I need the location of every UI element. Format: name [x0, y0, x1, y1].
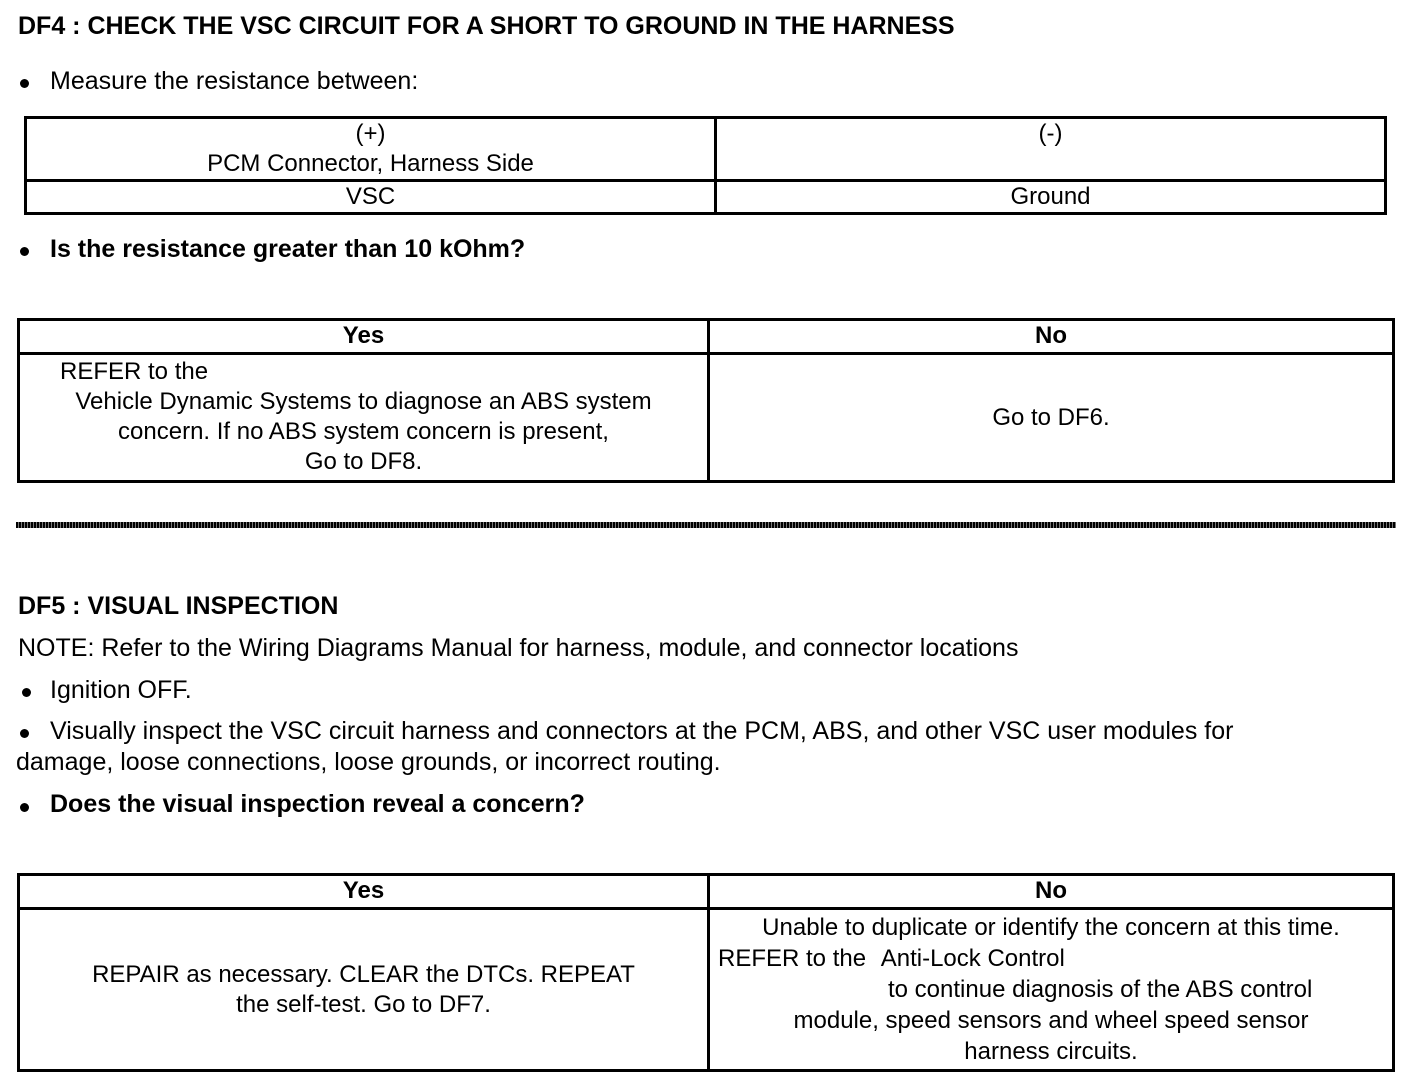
df5-no-line4: module, speed sensors and wheel speed sensor — [793, 1007, 1309, 1034]
df5-no-line2-a: REFER to the — [718, 945, 867, 972]
bullet-icon — [20, 79, 29, 88]
df5-yes-cell — [19, 909, 709, 1071]
bullet-icon — [22, 688, 31, 697]
df4-result-table — [17, 318, 1395, 483]
df4-yes-header: Yes — [19, 320, 709, 354]
df5-result-table — [17, 873, 1395, 1072]
meas-header-plus-label: (+) — [355, 120, 386, 147]
bullet-icon — [20, 247, 29, 256]
df5-no-line2 — [714, 943, 1388, 974]
df5-yes-line1: REPAIR as necessary. CLEAR the DTCs. REPEAT — [92, 960, 635, 988]
df5-no-line1: Unable to duplicate or identify the concern at this time. — [762, 914, 1340, 941]
df5-no-line2-b: Anti-Lock Control — [880, 945, 1065, 972]
df4-yes-line1: REFER to the — [60, 358, 209, 385]
df4-no-cell: Go to DF6. — [709, 354, 1394, 482]
meas-header-minus — [716, 118, 1386, 181]
df5-yes-header: Yes — [19, 875, 709, 909]
meas-header-plus — [26, 118, 716, 181]
df5-no-cell — [709, 909, 1394, 1071]
df4-question: Is the resistance greater than 10 kOhm? — [50, 235, 526, 263]
section-divider — [16, 522, 1396, 528]
df4-yes-line2: Vehicle Dynamic Systems to diagnose an ABS system — [75, 388, 652, 415]
meas-header-minus-label: (-) — [1038, 120, 1063, 147]
df4-yes-cell — [19, 354, 709, 482]
df5-question: Does the visual inspection reveal a concern? — [50, 790, 585, 818]
meas-row-minus: Ground — [716, 181, 1386, 214]
df4-measurement-table — [24, 116, 1387, 215]
df5-no-line5: harness circuits. — [964, 1038, 1138, 1065]
df5-step-ignition: Ignition OFF. — [50, 676, 192, 704]
df4-no-header: No — [709, 320, 1394, 354]
df5-step-inspect-line2: damage, loose connections, loose grounds, or incorrect routing. — [16, 748, 721, 776]
df5-step-inspect-line1: Visually inspect the VSC circuit harness and connectors at the PCM, ABS, and other VSC user modules for — [50, 717, 1234, 745]
bullet-icon — [20, 803, 29, 812]
df4-yes-line3: concern. If no ABS system concern is present, — [118, 418, 609, 445]
bullet-icon — [20, 729, 29, 738]
df4-step-measure: Measure the resistance between: — [50, 67, 419, 95]
meas-header-plus-sub: PCM Connector, Harness Side — [207, 150, 534, 177]
df5-yes-line2: the self-test. Go to DF7. — [236, 990, 491, 1018]
df5-no-line3: to continue diagnosis of the ABS control — [888, 976, 1313, 1003]
df5-heading: DF5 : VISUAL INSPECTION — [18, 592, 339, 620]
meas-row-plus: VSC — [26, 181, 716, 214]
df4-yes-line4: Go to DF8. — [304, 448, 423, 475]
df5-no-header: No — [709, 875, 1394, 909]
df5-note: NOTE: Refer to the Wiring Diagrams Manual for harness, module, and connector locations — [18, 634, 1019, 662]
df4-heading: DF4 : CHECK THE VSC CIRCUIT FOR A SHORT TO GROUND IN THE HARNESS — [18, 12, 955, 40]
